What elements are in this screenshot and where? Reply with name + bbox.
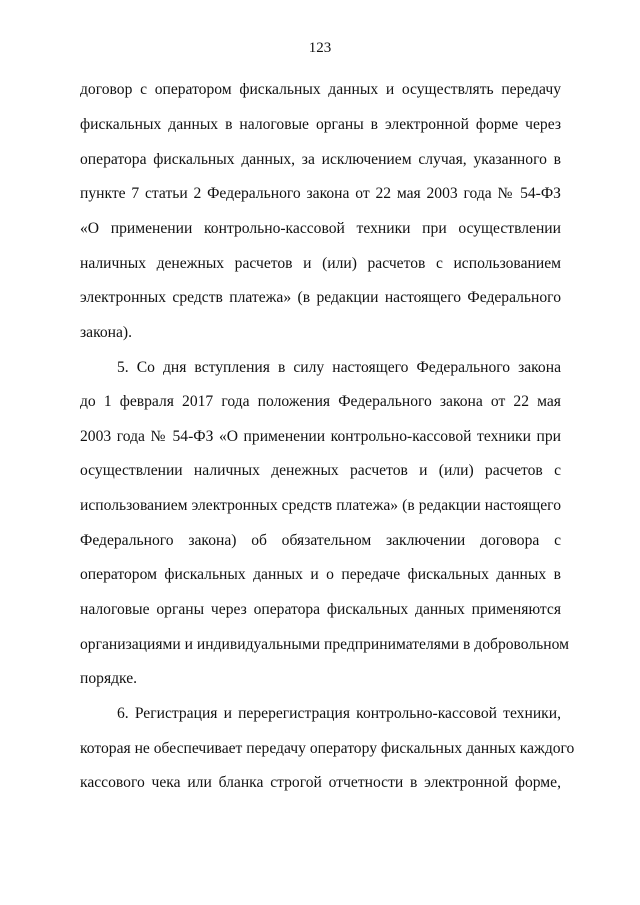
text-line: договор с оператором фискальных данных и осуществлять передачу bbox=[80, 81, 561, 98]
text-line: закона). bbox=[80, 324, 133, 341]
text-line: 2003 года № 54-ФЗ «О применении контрольно-кассовой техники при bbox=[80, 428, 561, 445]
text-line: до 1 февраля 2017 года положения Федерального закона от 22 мая bbox=[80, 393, 561, 410]
text-line: порядке. bbox=[80, 670, 138, 687]
text-line: кассового чека или бланка строгой отчетности в электронной форме, bbox=[80, 774, 561, 791]
text-line: оператором фискальных данных и о передаче фискальных данных в bbox=[80, 566, 561, 583]
page-number: 123 bbox=[308, 40, 332, 56]
text-line: наличных денежных расчетов и (или) расчетов с использованием bbox=[80, 255, 561, 272]
text-line: 5. Со дня вступления в силу настоящего Федерального закона bbox=[117, 359, 561, 376]
text-line: организациями и индивидуальными предпринимателями в добровольном bbox=[80, 636, 570, 653]
text-line: использованием электронных средств платежа» (в редакции настоящего bbox=[80, 497, 561, 514]
text-line: налоговые органы через оператора фискальных данных применяются bbox=[80, 601, 561, 618]
text-line: фискальных данных в налоговые органы в электронной форме через bbox=[80, 116, 561, 133]
text-line: которая не обеспечивает передачу оператору фискальных данных каждого bbox=[80, 740, 575, 757]
text-line: пункте 7 статьи 2 Федерального закона от 22 мая 2003 года № 54-ФЗ bbox=[80, 185, 561, 202]
text-line: Федерального закона) об обязательном заключении договора с bbox=[80, 532, 561, 549]
text-line: 6. Регистрация и перерегистрация контрольно-кассовой техники, bbox=[117, 705, 561, 722]
text-line: электронных средств платежа» (в редакции настоящего Федерального bbox=[80, 289, 561, 306]
text-line: осуществлении наличных денежных расчетов и (или) расчетов с bbox=[80, 462, 561, 479]
text-line: «О применении контрольно-кассовой техники при осуществлении bbox=[80, 220, 561, 237]
text-line: оператора фискальных данных, за исключением случая, указанного в bbox=[80, 151, 561, 168]
